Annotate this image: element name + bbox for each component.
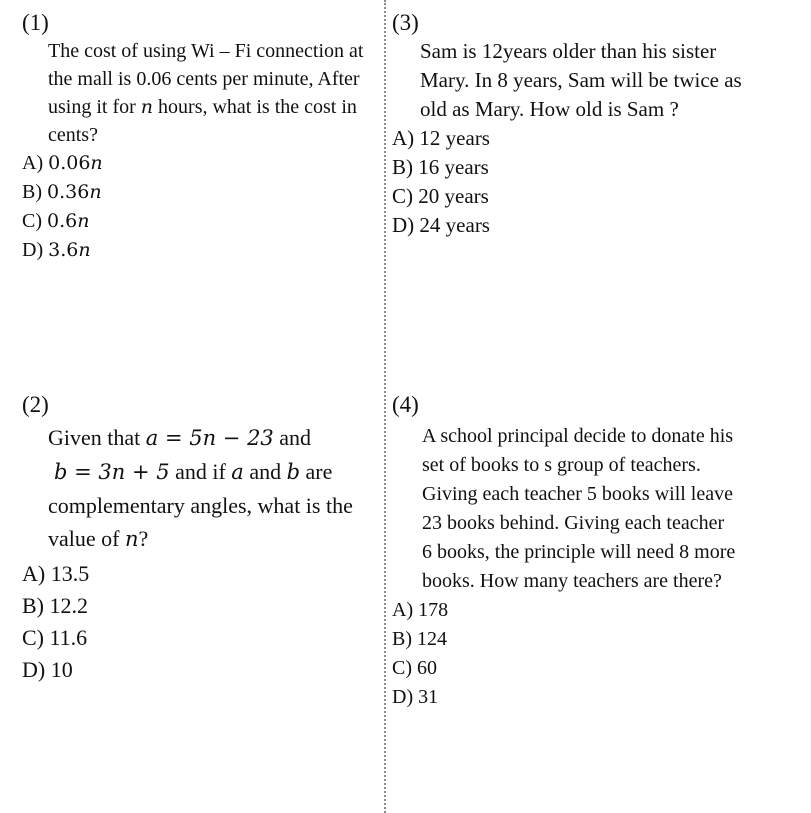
option-b[interactable]: B) 0.36n: [22, 181, 102, 203]
option-d[interactable]: D) 31: [392, 686, 439, 708]
question-2: [22, 392, 380, 686]
question-1: [22, 10, 377, 265]
question-number: (2): [22, 392, 49, 417]
answer-options: [392, 596, 804, 712]
question-stem: A school principal decide to donate his set of books to s group of teachers. Giving each teacher 5 books will leave 23 books behind. Giving each teacher 6 books, the principle will need 8 more books. How many teachers are there?: [422, 425, 736, 592]
option-b[interactable]: B) 12.2: [22, 593, 88, 618]
option-a[interactable]: A) 0.06n: [22, 152, 103, 174]
question-number: (4): [392, 392, 419, 417]
option-c[interactable]: C) 20 years: [392, 184, 489, 208]
question-stem: Sam is 12years older than his sister Mary. In 8 years, Sam will be twice as old as Mary. How old is Sam ?: [420, 39, 742, 121]
option-a[interactable]: A) 178: [392, 599, 449, 621]
option-c[interactable]: C) 60: [392, 657, 437, 679]
question-number: (1): [22, 10, 49, 35]
question-4: [392, 392, 804, 712]
option-c[interactable]: C) 0.6n: [22, 210, 90, 232]
option-b[interactable]: B) 124: [392, 628, 447, 650]
option-a[interactable]: A) 13.5: [22, 561, 90, 586]
option-b[interactable]: B) 16 years: [392, 155, 489, 179]
option-c[interactable]: C) 11.6: [22, 625, 88, 650]
option-d[interactable]: D) 10: [22, 657, 73, 682]
answer-options: [392, 124, 802, 240]
column-divider: [384, 0, 386, 813]
option-d[interactable]: D) 3.6n: [22, 239, 91, 261]
question-stem: Given that a = 5n − 23 and b = 3n + 5 and if a and b are complementary angles, what is the value of n?: [48, 425, 353, 551]
option-d[interactable]: D) 24 years: [392, 213, 490, 237]
question-number: (3): [392, 10, 419, 35]
question-stem: The cost of using Wi – Fi connection at the mall is 0.06 cents per minute, After using it for n hours, what is the cost in cents?: [48, 40, 364, 146]
question-3: [392, 10, 802, 240]
answer-options: [22, 558, 380, 686]
option-a[interactable]: A) 12 years: [392, 126, 490, 150]
answer-options: [22, 149, 377, 265]
